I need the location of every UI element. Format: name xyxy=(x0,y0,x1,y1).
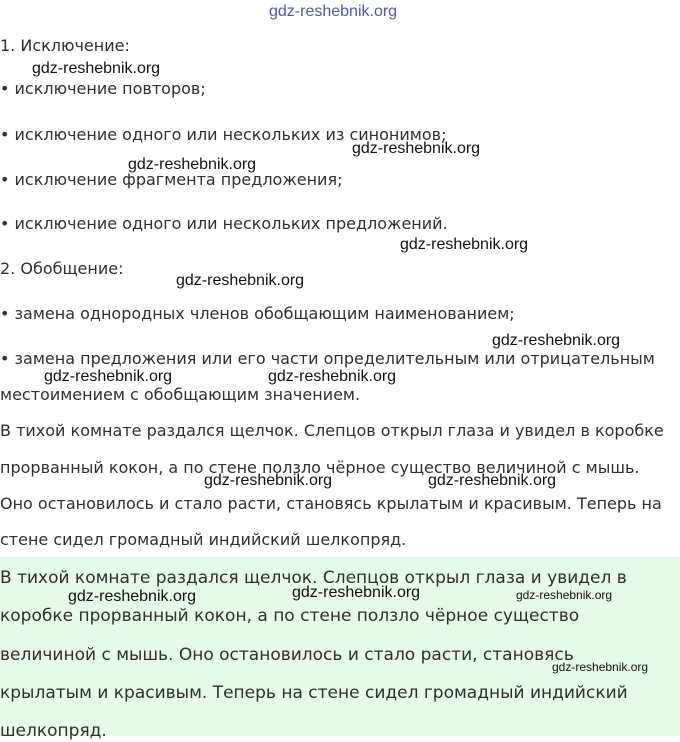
watermark-top: gdz-reshebnik.org xyxy=(269,3,398,20)
answer-line-3: величиной с мышь. Оно остановилось и стало расти, становясь xyxy=(0,645,574,665)
paragraph-line-1: В тихой комнате раздался щелчок. Слепцов открыл глаза и увидел в коробке xyxy=(0,421,664,440)
answer-line-5: шелкопряд. xyxy=(0,721,107,741)
watermark: gdz-reshebnik.org xyxy=(400,236,529,253)
watermark: gdz-reshebnik.org xyxy=(128,156,257,173)
section1-item-sentences: • исключение одного или нескольких предложений. xyxy=(0,214,448,233)
paragraph-line-4: стене сидел громадный индийский шелкопряд. xyxy=(0,530,407,549)
answer-line-1: В тихой комнате раздался щелчок. Слепцов открыл глаза и увидел в xyxy=(0,568,627,588)
watermark: gdz-reshebnik.org xyxy=(68,588,197,605)
paragraph-line-2: прорванный кокон, а по стене ползло чёрное существо величиной с мышь. xyxy=(0,458,640,477)
answer-line-4: крылатым и красивым. Теперь на стене сидел громадный индийский xyxy=(0,683,628,703)
answer-line-2: коробке прорванный кокон, а по стене ползло чёрное существо xyxy=(0,606,580,626)
watermark: gdz-reshebnik.org xyxy=(204,472,333,489)
section1-item-repeats: • исключение повторов; xyxy=(0,79,206,98)
watermark: gdz-reshebnik.org xyxy=(292,584,421,601)
watermark: gdz-reshebnik.org xyxy=(268,368,397,385)
section2-item-pronoun-cont: местоимением с обобщающим значением. xyxy=(0,385,361,404)
section1-title: 1. Исключение: xyxy=(0,36,130,55)
section1-item-synonyms: • исключение одного или нескольких из синонимов; xyxy=(0,125,447,144)
watermark: gdz-reshebnik.org xyxy=(176,272,305,289)
section1-item-fragment: • исключение фрагмента предложения; xyxy=(0,170,343,189)
watermark: gdz-reshebnik.org xyxy=(32,60,161,77)
watermark-small: gdz-reshebnik.org xyxy=(516,588,613,602)
section2-item-homogeneous: • замена однородных членов обобщающим наименованием; xyxy=(0,304,515,323)
watermark: gdz-reshebnik.org xyxy=(44,368,173,385)
watermark: gdz-reshebnik.org xyxy=(492,332,621,349)
section2-item-pronoun: • замена предложения или его части определительным или отрицательным xyxy=(0,349,655,368)
watermark: gdz-reshebnik.org xyxy=(352,140,481,157)
watermark: gdz-reshebnik.org xyxy=(428,472,557,489)
watermark-small: gdz-reshebnik.org xyxy=(552,660,649,674)
paragraph-line-3: Оно остановилось и стало расти, становясь крылатым и красивым. Теперь на xyxy=(0,494,662,513)
section2-title: 2. Обобщение: xyxy=(0,259,124,278)
